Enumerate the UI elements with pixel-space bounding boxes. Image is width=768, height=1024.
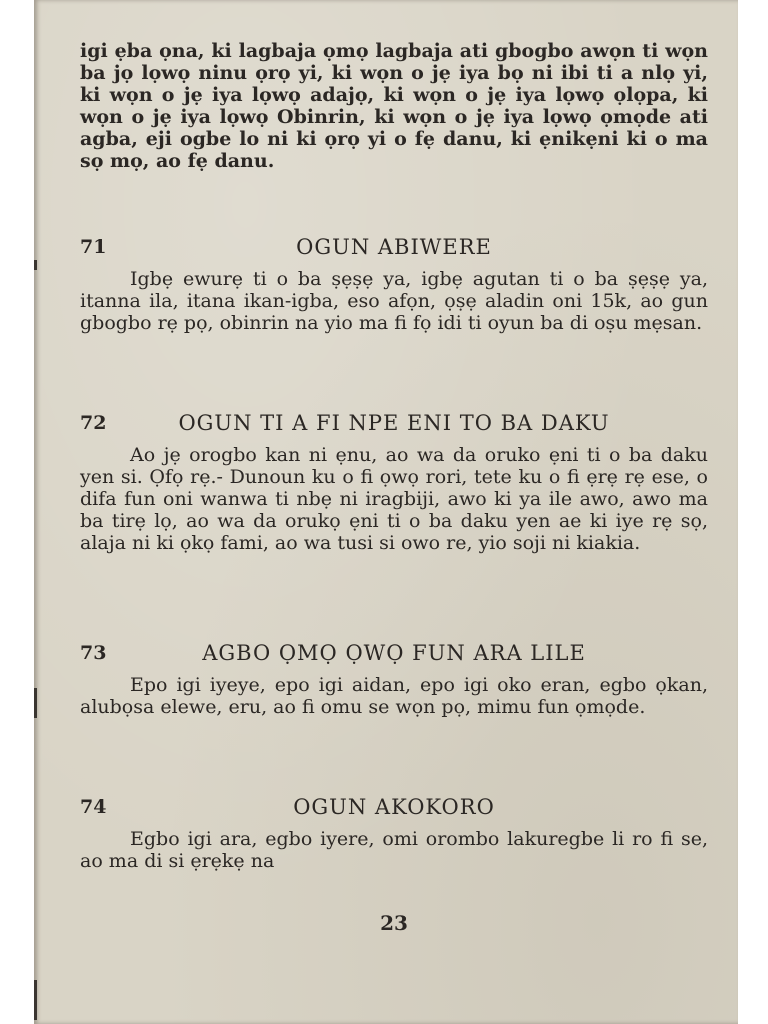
entry-number: 71 <box>80 236 107 258</box>
book-page <box>34 0 738 1024</box>
entry-73 <box>80 642 708 718</box>
gutter-mark <box>34 260 37 270</box>
entry-text: Egbo igi ara, egbo iyere, omi orombo lakuregbe li ro fi se, ao ma di si ẹrẹkẹ na <box>80 828 708 872</box>
entry-text: Ao jẹ orogbo kan ni ẹnu, ao wa da oruko ẹni ti o ba daku yen si. Ọfọ rẹ.- Dunoun ku o fi ọwọ rori, tete ku o fi ẹrẹ rẹ ese, o difa fun oni wanwa ti nbẹ ni iragbiji, awo ki ya ile awo, awo ma ba tirẹ lọ, ao wa da orukọ ẹni ti o ba daku yen ae ki iye rẹ sọ, alaja ni ki ọkọ fami, ao wa tusi si owo re, yio soji ni kiakia. <box>80 444 708 554</box>
entry-72 <box>80 412 708 554</box>
entry-number: 74 <box>80 796 107 818</box>
page-number: 23 <box>380 911 408 935</box>
gutter-mark <box>34 980 37 1020</box>
entry-71 <box>80 236 708 334</box>
entry-heading <box>80 796 708 828</box>
entry-title: OGUN AKOKORO <box>293 795 495 819</box>
entry-title: OGUN TI A FI NPE ENI TO BA DAKU <box>178 411 610 435</box>
entry-heading <box>80 412 708 444</box>
entry-heading <box>80 642 708 674</box>
gutter-mark <box>34 688 37 718</box>
entry-number: 73 <box>80 642 107 664</box>
entry-number: 72 <box>80 412 107 434</box>
entry-text: Igbẹ ewurẹ ti o ba ṣẹṣẹ ya, igbẹ agutan ti o ba ṣẹṣẹ ya, itanna ila, itana ikan-igba, eso afọn, ọṣẹ aladin oni 15k, ao gun gbogbo rẹ pọ, obinrin na yio ma fi fọ idi ti oyun ba di oṣu mẹsan. <box>80 268 708 334</box>
entry-74 <box>80 796 708 872</box>
intro-paragraph: igi ẹba ọna, ki lagbaja ọmọ lagbaja ati gbogbo awọn ti wọn ba jọ lọwọ ninu ọrọ yi, ki wọn o jẹ iya bọ ni ibi ti a nlọ yi, ki wọn o jẹ iya lọwọ adajọ, ki wọn o jẹ iya lọwọ ọlọpa, ki wọn o jẹ iya lọwọ Obinrin, ki wọn o jẹ iya lọwọ ọmọde ati agba, eji ogbe lo ni ki ọrọ yi o fẹ danu, ki ẹnikẹni ki o ma sọ mọ, ao fẹ danu. <box>80 40 708 172</box>
entry-heading <box>80 236 708 268</box>
entry-text: Epo igi iyeye, epo igi aidan, epo igi oko eran, egbo ọkan, alubọsa elewe, eru, ao fi omu se wọn pọ, mimu fun ọmọde. <box>80 674 708 718</box>
entry-title: OGUN ABIWERE <box>296 235 492 259</box>
entry-title: AGBO ỌMỌ ỌWỌ FUN ARA LILE <box>202 641 586 665</box>
